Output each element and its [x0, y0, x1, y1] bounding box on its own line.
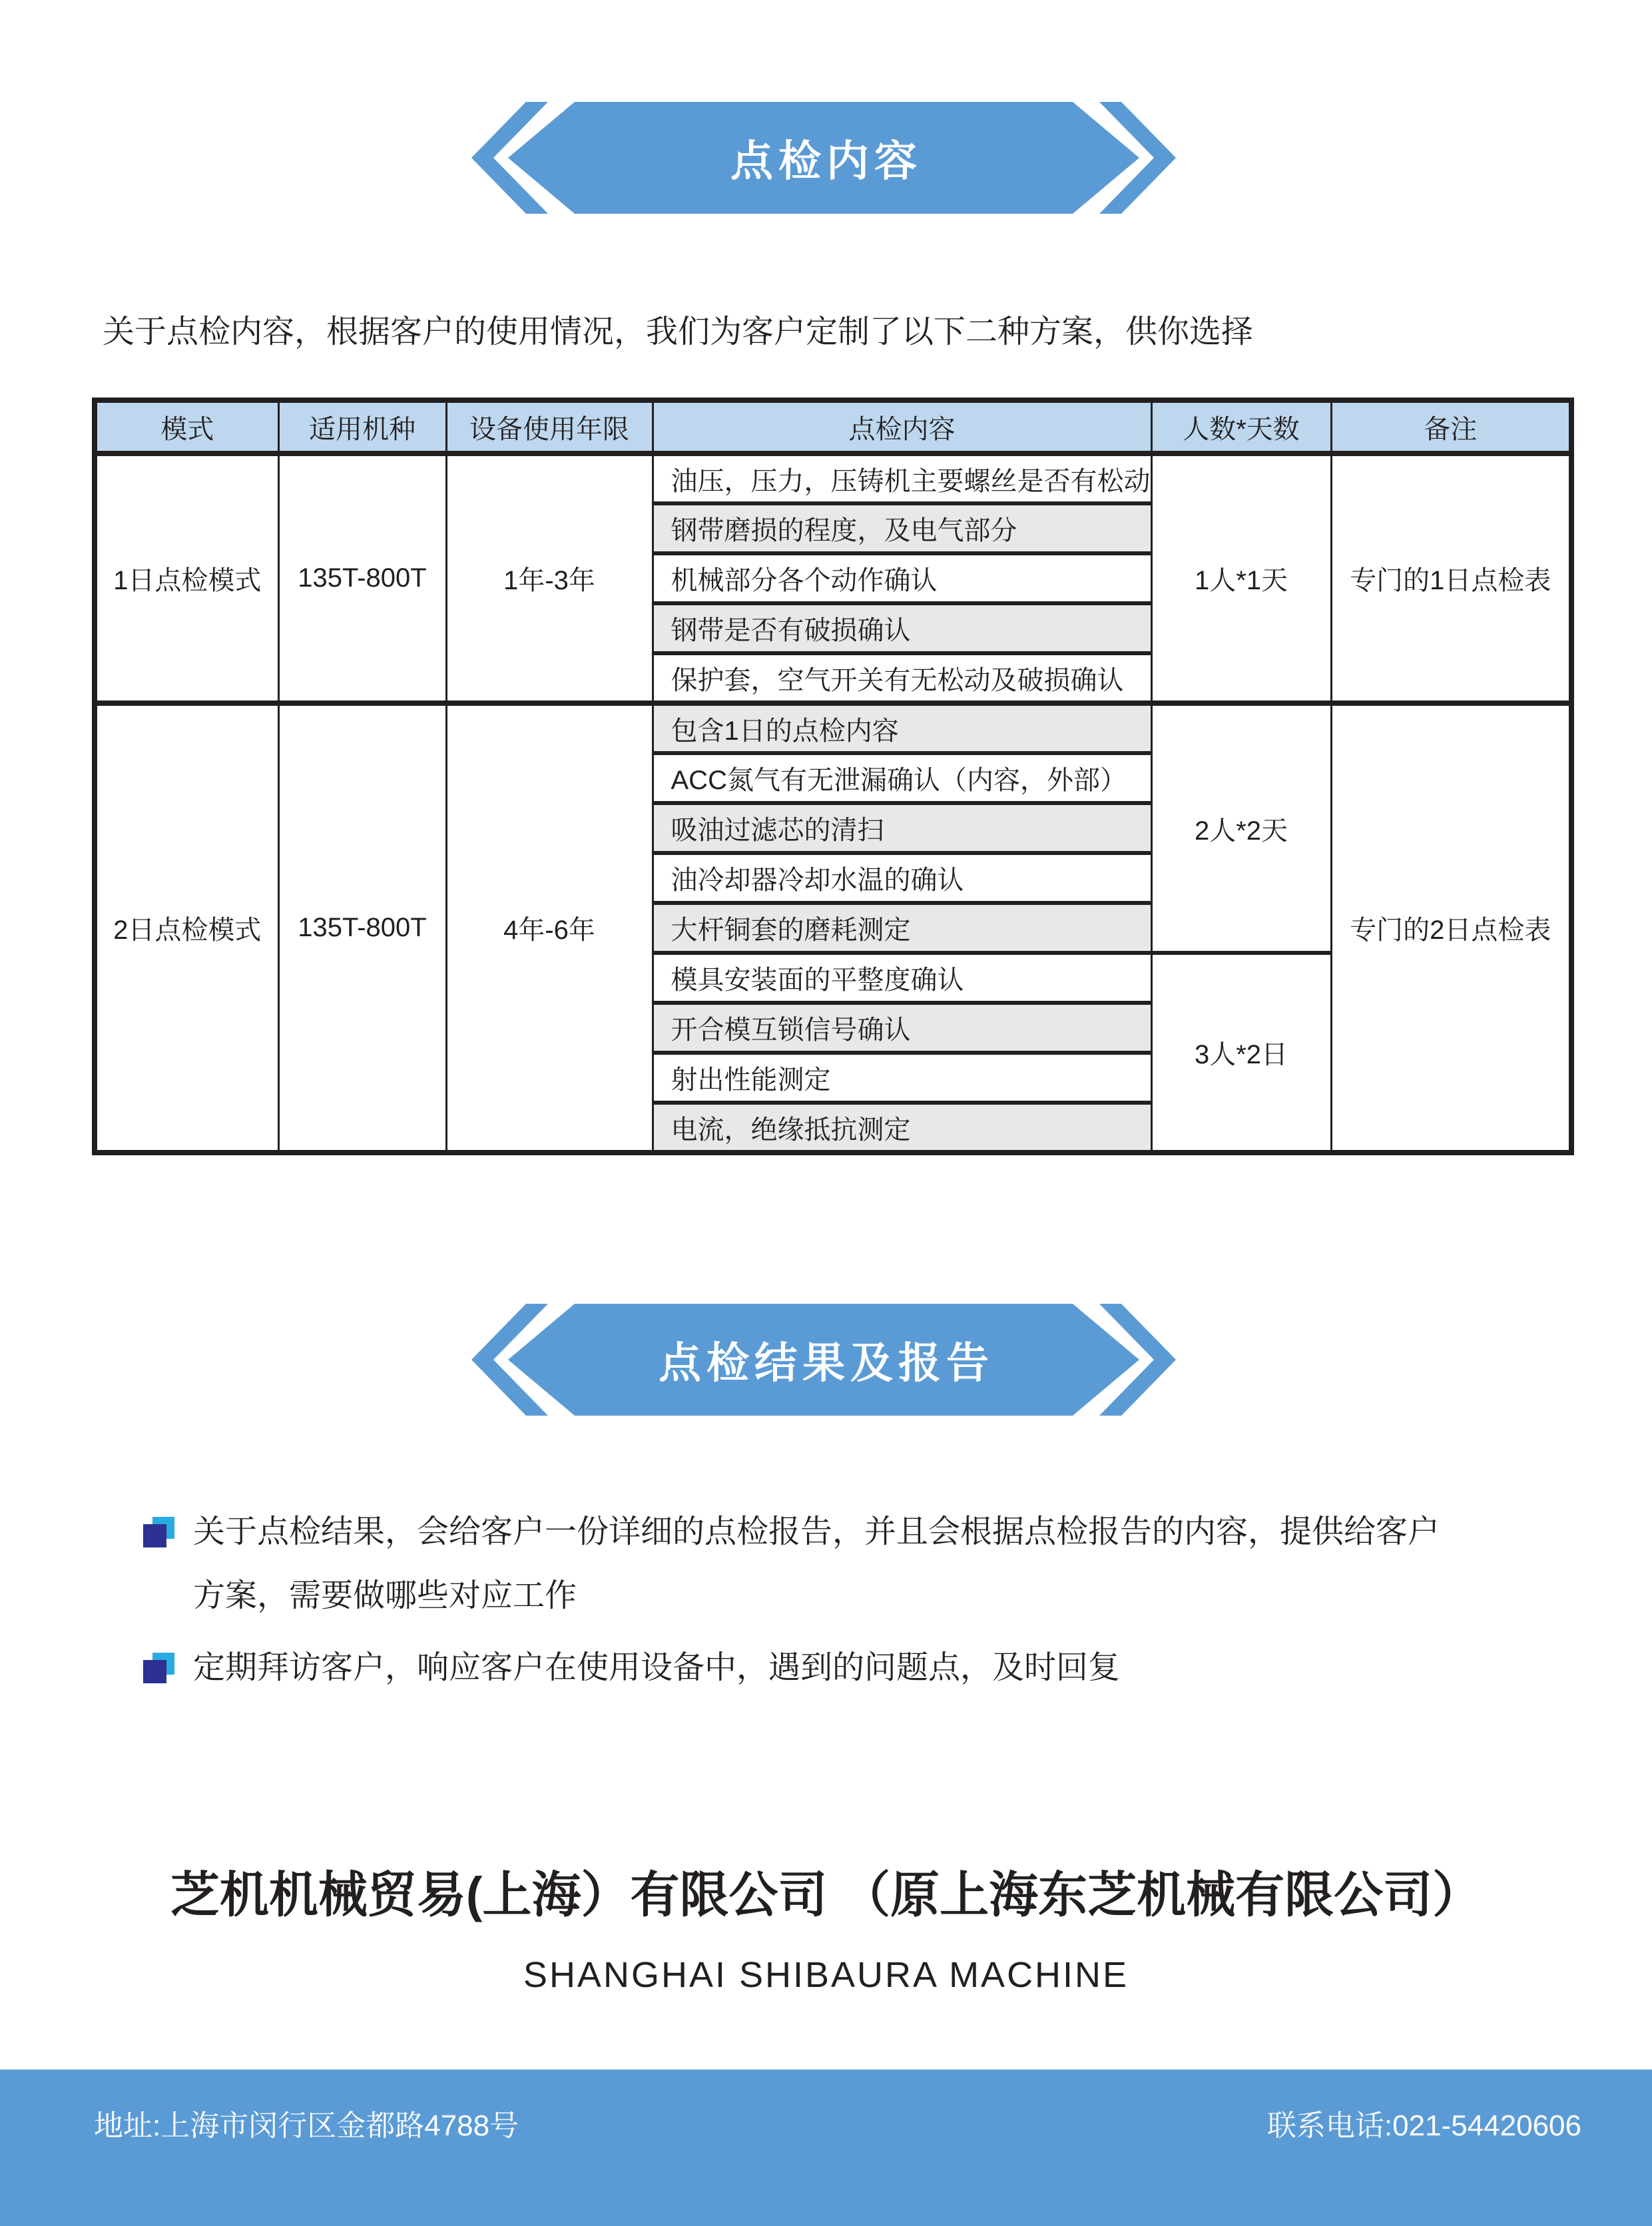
header-years: 设备使用年限 [446, 400, 653, 453]
cell-mode: 2日点检模式 [95, 703, 278, 1153]
section-banner-inspection-content [471, 102, 1176, 214]
footer-phone: 联系电话:021-54420606 [1266, 2109, 1581, 2142]
bullet-marker-icon [143, 1653, 174, 1683]
cell-people: 1人*1天 [1151, 453, 1331, 703]
cell-machine: 135T-800T [278, 453, 446, 703]
table-row [95, 703, 1571, 753]
cell-content: 钢带是否有破损确认 [653, 603, 1151, 653]
banner-title: 点检结果及报告 [659, 1339, 994, 1387]
cell-content: 油压，压力，压铸机主要螺丝是否有松动 [653, 453, 1151, 503]
cell-note: 专门的1日点检表 [1331, 453, 1571, 703]
cell-years: 4年-6年 [446, 703, 653, 1153]
cell-content: 电流，绝缘抵抗测定 [653, 1103, 1151, 1153]
cell-note: 专门的2日点检表 [1331, 703, 1571, 1153]
section-banner-results-report [471, 1304, 1176, 1416]
cell-machine: 135T-800T [278, 703, 446, 1153]
inspection-plan-table [92, 398, 1574, 1155]
cell-content: 钢带磨损的程度，及电气部分 [653, 503, 1151, 553]
cell-people: 3人*2日 [1151, 953, 1331, 1153]
cell-content: 包含1日的点检内容 [653, 703, 1151, 753]
footer-bar [0, 2070, 1652, 2226]
company-name: 芝机机械贸易(上海）有限公司 （原上海东芝机械有限公司） [170, 1867, 1482, 1922]
bullet-square-dark [143, 1660, 166, 1683]
cell-content: 模具安装面的平整度确认 [653, 953, 1151, 1003]
bullet-marker-icon [143, 1517, 174, 1547]
table-header-row [95, 400, 1571, 453]
cell-mode: 1日点检模式 [95, 453, 278, 703]
cell-content: 射出性能测定 [653, 1053, 1151, 1103]
header-machine: 适用机种 [278, 400, 446, 453]
cell-content: 开合模互锁信号确认 [653, 1003, 1151, 1053]
bullet-item: 关于点检结果，会给客户一份详细的点检报告，并且会根据点检报告的内容，提供给客户方案，需要做哪些对应工作 [193, 1514, 1440, 1613]
cell-content: 大杆铜套的磨耗测定 [653, 903, 1151, 953]
header-note: 备注 [1331, 400, 1571, 453]
cell-content: 机械部分各个动作确认 [653, 553, 1151, 603]
header-people-days: 人数*天数 [1151, 400, 1331, 453]
cell-years: 1年-3年 [446, 453, 653, 703]
header-mode: 模式 [95, 400, 278, 453]
cell-people: 2人*2天 [1151, 703, 1331, 953]
intro-text: 关于点检内容，根据客户的使用情况，我们为客户定制了以下二种方案，供你选择 [103, 314, 1254, 350]
footer-row [94, 2101, 1581, 2144]
cell-content: 保护套，空气开关有无松动及破损确认 [653, 653, 1151, 703]
footer-address: 地址:上海市闵行区金都路4788号 [94, 2109, 519, 2142]
header-content: 点检内容 [653, 400, 1151, 453]
table-row [95, 453, 1571, 503]
cell-content: ACC氮气有无泄漏确认（内容，外部） [653, 753, 1151, 803]
company-name-english: SHANGHAI SHIBAURA MACHINE [523, 1955, 1129, 1995]
cell-content: 吸油过滤芯的清扫 [653, 803, 1151, 853]
banner-title: 点检内容 [730, 137, 922, 185]
bullet-item: 定期拜访客户，响应客户在使用设备中，遇到的问题点，及时回复 [193, 1650, 1121, 1685]
bullet-square-dark [143, 1524, 166, 1547]
cell-content: 油冷却器冷却水温的确认 [653, 853, 1151, 903]
